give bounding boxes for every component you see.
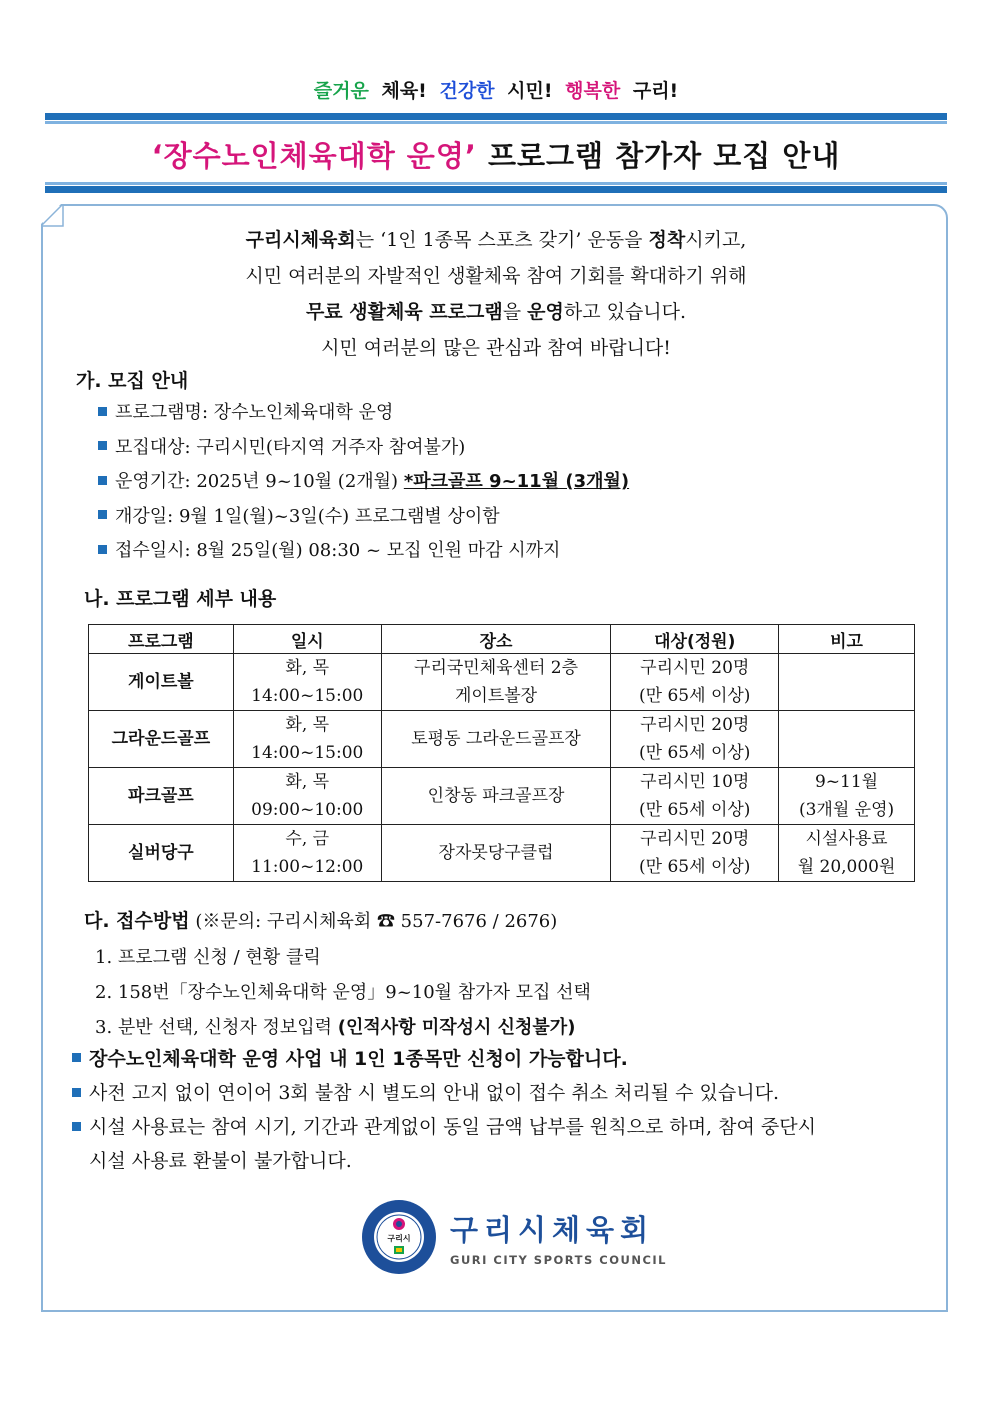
org-name-english: GURI CITY SPORTS COUNCIL — [450, 1253, 667, 1267]
program-note — [779, 654, 915, 711]
intro-bold-free-program: 무료 생활체육 프로그램 — [305, 301, 503, 323]
program-time: 11:00~12:00 — [251, 857, 364, 877]
table-row — [89, 825, 915, 882]
intro-text — [0, 222, 992, 366]
list-item — [98, 534, 629, 569]
title-bar-bottom — [45, 186, 947, 193]
program-day: 수, 금 — [285, 829, 330, 849]
intro-text-3: 을 — [502, 301, 528, 323]
square-bullet-icon — [98, 407, 107, 416]
table-row — [89, 654, 915, 711]
slogan-word-1: 즐거운 — [313, 80, 369, 102]
program-place-line1: 구리국민체육센터 2층 — [414, 658, 579, 678]
square-bullet-icon — [98, 476, 107, 485]
program-target-line1: 구리시민 10명 — [640, 772, 750, 792]
program-day: 화, 목 — [285, 715, 330, 735]
guri-sports-council-seal-icon — [360, 1198, 438, 1276]
step-1-text: 1. 프로그램 신청 / 현황 클릭 — [95, 947, 321, 968]
program-target-line2: (만 65세 이상) — [639, 800, 751, 820]
page-title — [0, 134, 992, 175]
program-time: 14:00~15:00 — [251, 686, 364, 706]
program-name: 파크골프 — [89, 768, 234, 825]
program-name: 그라운드골프 — [89, 711, 234, 768]
intro-text-1: 는 ‘1인 1종목 스포츠 갖기’ 운동을 — [355, 229, 649, 251]
program-place: 인창동 파크골프장 — [381, 768, 611, 825]
column-header: 대상(정원) — [611, 625, 779, 654]
slogan-word-3: 건강한 — [439, 80, 495, 102]
recruit-program-name: 프로그램명: 장수노인체육대학 운영 — [115, 402, 394, 423]
recruit-target: 모집대상: 구리시민(타지역 거주자 참여불가) — [115, 436, 466, 458]
org-logo-text — [450, 1208, 667, 1267]
column-header: 일시 — [233, 625, 381, 654]
program-place-line2: 게이트볼장 — [454, 686, 538, 706]
program-place: 장자못당구클럽 — [381, 825, 611, 882]
program-target-line1: 구리시민 20명 — [640, 658, 750, 678]
program-target-line1: 구리시민 20명 — [640, 715, 750, 735]
column-header: 장소 — [381, 625, 611, 654]
square-bullet-icon — [72, 1053, 81, 1062]
program-target — [611, 825, 779, 882]
notice-item — [72, 1076, 942, 1110]
slogan-word-5: 행복한 — [565, 80, 621, 102]
title-bar-bottom-thin — [45, 182, 947, 185]
notice-text: 사전 고지 없이 연이어 3회 불참 시 별도의 안내 없이 접수 취소 처리될 수 있습니다. — [89, 1082, 780, 1104]
program-name: 게이트볼 — [89, 654, 234, 711]
program-target-line2: (만 65세 이상) — [639, 686, 751, 706]
slogan-word-2: 체육! — [381, 80, 427, 102]
program-schedule — [233, 711, 381, 768]
org-name-korean: 구리시체육회 — [450, 1213, 655, 1247]
slogan-word-4: 시민! — [507, 80, 553, 102]
intro-org: 구리시체육회 — [245, 229, 356, 251]
notice-text: 시설 사용료는 참여 시기, 기간과 관계없이 동일 금액 납부를 원칙으로 하며, 참여 중단시 — [89, 1116, 816, 1138]
intro-line-2: 시민 여러분의 자발적인 생활체육 참여 기회를 확대하기 위해 — [245, 265, 747, 287]
program-note-line1: 9~11월 — [814, 772, 879, 792]
notice-list — [72, 1042, 942, 1178]
section-a-heading: 가. 모집 안내 — [76, 370, 189, 392]
square-bullet-icon — [98, 441, 107, 450]
slogan — [0, 76, 992, 103]
notice-item — [72, 1042, 942, 1076]
slogan-word-6: 구리! — [632, 80, 679, 102]
list-item — [98, 500, 629, 535]
title-bar-top — [45, 113, 947, 120]
step-1 — [95, 943, 321, 969]
program-day: 화, 목 — [285, 772, 330, 792]
program-note — [779, 825, 915, 882]
program-schedule — [233, 825, 381, 882]
recruit-info-list — [98, 396, 629, 569]
title-bar-top-thin — [45, 121, 947, 124]
program-table — [88, 624, 915, 882]
intro-line-1 — [0, 222, 992, 258]
step-2-text: 2. 158번「장수노인체육대학 운영」9~10월 참가자 모집 선택 — [95, 982, 591, 1003]
program-note-line2: (3개월 운영) — [798, 800, 895, 820]
program-target-line2: (만 65세 이상) — [639, 857, 751, 877]
square-bullet-icon — [98, 510, 107, 519]
program-schedule — [233, 768, 381, 825]
program-name: 실버당구 — [89, 825, 234, 882]
section-c-heading-row — [84, 906, 557, 933]
recruit-period: 운영기간: 2025년 9~10월 (2개월) — [115, 471, 404, 492]
step-2 — [95, 978, 591, 1004]
notice-item — [72, 1110, 942, 1144]
title-highlight: ‘장수노인체육대학 운영’ — [151, 139, 477, 173]
recruit-start-date: 개강일: 9월 1일(월)~3일(수) 프로그램별 상이함 — [115, 505, 500, 527]
step-3 — [95, 1013, 575, 1039]
program-day: 화, 목 — [285, 658, 330, 678]
list-item — [98, 396, 629, 431]
title-rest: 프로그램 참가자 모집 안내 — [487, 139, 841, 173]
section-c-heading: 다. 접수방법 — [84, 910, 190, 932]
program-target — [611, 768, 779, 825]
intro-bold-settle: 정착 — [648, 229, 686, 251]
program-place — [381, 654, 611, 711]
step-3-text: 3. 분반 선택, 신청자 정보입력 — [95, 1017, 338, 1038]
seal-text: 구리시 — [387, 1234, 411, 1243]
program-schedule — [233, 654, 381, 711]
table-row — [89, 768, 915, 825]
step-3-warning: (인적사항 미작성시 신청불가) — [337, 1017, 576, 1038]
intro-text-2: 시키고, — [685, 229, 747, 251]
program-note — [779, 768, 915, 825]
notice-text: 장수노인체육대학 운영 사업 내 1인 1종목만 신청이 가능합니다. — [89, 1048, 628, 1070]
table-header-row — [89, 625, 915, 654]
program-target-line2: (만 65세 이상) — [639, 743, 751, 763]
program-target — [611, 654, 779, 711]
column-header: 비고 — [779, 625, 915, 654]
program-time: 09:00~10:00 — [251, 800, 364, 820]
intro-text-4: 하고 있습니다. — [563, 301, 687, 323]
square-bullet-icon — [98, 545, 107, 554]
contact-info: (※문의: 구리시체육회 ☎ 557-7676 / 2676) — [189, 911, 558, 932]
list-item — [98, 431, 629, 466]
program-time: 14:00~15:00 — [251, 743, 364, 763]
intro-line-4: 시민 여러분의 많은 관심과 참여 바랍니다! — [321, 337, 671, 359]
square-bullet-icon — [72, 1122, 81, 1131]
notice-item-continued: 시설 사용료 환불이 불가합니다. — [89, 1150, 352, 1172]
table-row — [89, 711, 915, 768]
program-note — [779, 711, 915, 768]
intro-bold-operate: 운영 — [527, 301, 564, 323]
square-bullet-icon — [72, 1088, 81, 1097]
program-target — [611, 711, 779, 768]
program-note-line1: 시설사용료 — [805, 829, 888, 849]
intro-line-3 — [0, 294, 992, 330]
list-item — [98, 465, 629, 500]
section-b-heading: 나. 프로그램 세부 내용 — [84, 588, 277, 610]
recruit-application-date: 접수일시: 8월 25일(월) 08:30 ~ 모집 인원 마감 시까지 — [115, 540, 561, 561]
program-target-line1: 구리시민 20명 — [640, 829, 750, 849]
program-place: 토평동 그라운드골프장 — [381, 711, 611, 768]
recruit-period-highlight: *파크골프 9~11월 (3개월) — [403, 471, 630, 492]
column-header: 프로그램 — [89, 625, 234, 654]
program-note-line2: 월 20,000원 — [797, 857, 896, 877]
